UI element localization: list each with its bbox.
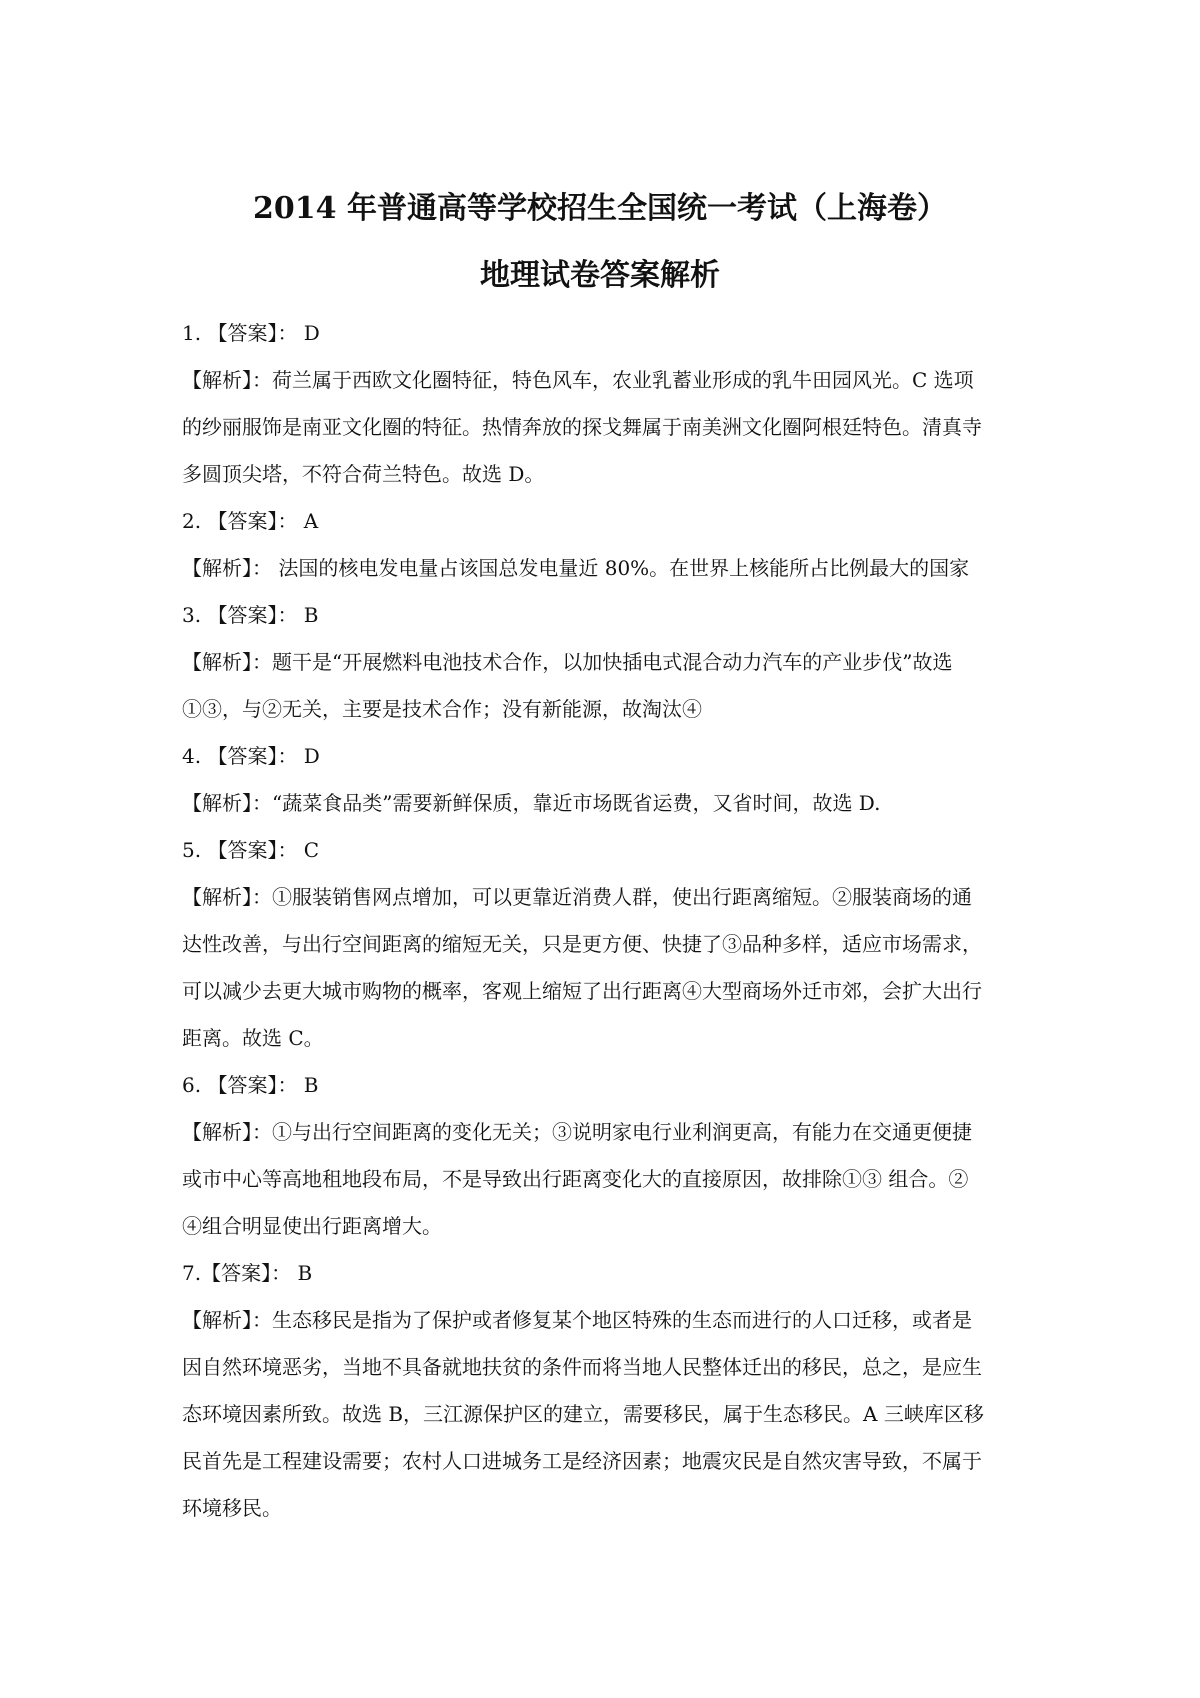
question-item-4 xyxy=(182,733,1028,827)
analysis-line: 【解析】：生态移民是指为了保护或者修复某个地区特殊的生态而进行的人口迁移，或者是 xyxy=(182,1308,972,1332)
analysis-line: 达性改善，与出行空间距离的缩短无关，只是更方便、快捷了③品种多样，适应市场需求， xyxy=(182,932,982,956)
answer-line: 3. 【答案】： B xyxy=(182,603,319,627)
analysis-line: 【解析】：题干是“开展燃料电池技术合作，以加快插电式混合动力汽车的产业步伐”故选 xyxy=(182,650,953,674)
answer-line: 4. 【答案】： D xyxy=(182,744,320,768)
answer-list xyxy=(182,310,1028,1532)
question-item-7 xyxy=(182,1250,1028,1532)
analysis-line: 【解析】：①服装销售网点增加，可以更靠近消费人群，使出行距离缩短。②服装商场的通 xyxy=(182,885,972,909)
analysis-line: 【解析】：①与出行空间距离的变化无关；③说明家电行业利润更高，有能力在交通更便捷 xyxy=(182,1120,972,1144)
question-item-3 xyxy=(182,592,1028,733)
question-item-2 xyxy=(182,498,1028,592)
answer-line: 5. 【答案】： C xyxy=(182,838,320,862)
analysis-line: 环境移民。 xyxy=(182,1496,282,1520)
analysis-line: 的纱丽服饰是南亚文化圈的特征。热情奔放的探戈舞属于南美洲文化圈阿根廷特色。清真寺 xyxy=(182,415,982,439)
question-item-1 xyxy=(182,310,1028,498)
analysis-line: 【解析】：荷兰属于西欧文化圈特征，特色风车，农业乳蓄业形成的乳牛田园风光。C 选项 xyxy=(182,368,974,392)
answer-line: 1. 【答案】： D xyxy=(182,321,320,345)
analysis-line: 【解析】：“蔬菜食品类”需要新鲜保质，靠近市场既省运费，又省时间，故选 D. xyxy=(182,791,881,815)
analysis-line: ④组合明显使出行距离增大。 xyxy=(182,1214,442,1238)
analysis-line: 可以减少去更大城市购物的概率，客观上缩短了出行距离④大型商场外迁市郊，会扩大出行 xyxy=(182,979,982,1003)
question-item-6 xyxy=(182,1062,1028,1250)
page-subtitle: 地理试卷答案解析 xyxy=(480,258,720,293)
question-item-5 xyxy=(182,827,1028,1062)
answer-line: 6. 【答案】： B xyxy=(182,1073,319,1097)
analysis-line: 或市中心等高地租地段布局，不是导致出行距离变化大的直接原因，故排除①③ 组合。② xyxy=(182,1167,969,1191)
analysis-line: 因自然环境恶劣，当地不具备就地扶贫的条件而将当地人民整体迁出的移民，总之，是应生 xyxy=(182,1355,982,1379)
analysis-line: 距离。故选 C。 xyxy=(182,1026,324,1050)
answer-line: 2. 【答案】： A xyxy=(182,509,319,533)
analysis-line: 多圆顶尖塔，不符合荷兰特色。故选 D。 xyxy=(182,462,545,486)
page-title: 2014 年普通高等学校招生全国统一考试（上海卷） xyxy=(253,191,947,226)
analysis-line: 民首先是工程建设需要；农村人口进城务工是经济因素；地震灾民是自然灾害导致，不属于 xyxy=(182,1449,982,1473)
analysis-line: 态环境因素所致。故选 B，三江源保护区的建立，需要移民，属于生态移民。A 三峡库区移 xyxy=(182,1402,984,1426)
analysis-line: 【解析】： 法国的核电发电量占该国总发电量近 80%。在世界上核能所占比例最大的国家 xyxy=(182,556,970,580)
analysis-line: ①③，与②无关，主要是技术合作；没有新能源，故淘汰④ xyxy=(182,697,702,721)
answer-line: 7.【答案】： B xyxy=(182,1261,313,1285)
